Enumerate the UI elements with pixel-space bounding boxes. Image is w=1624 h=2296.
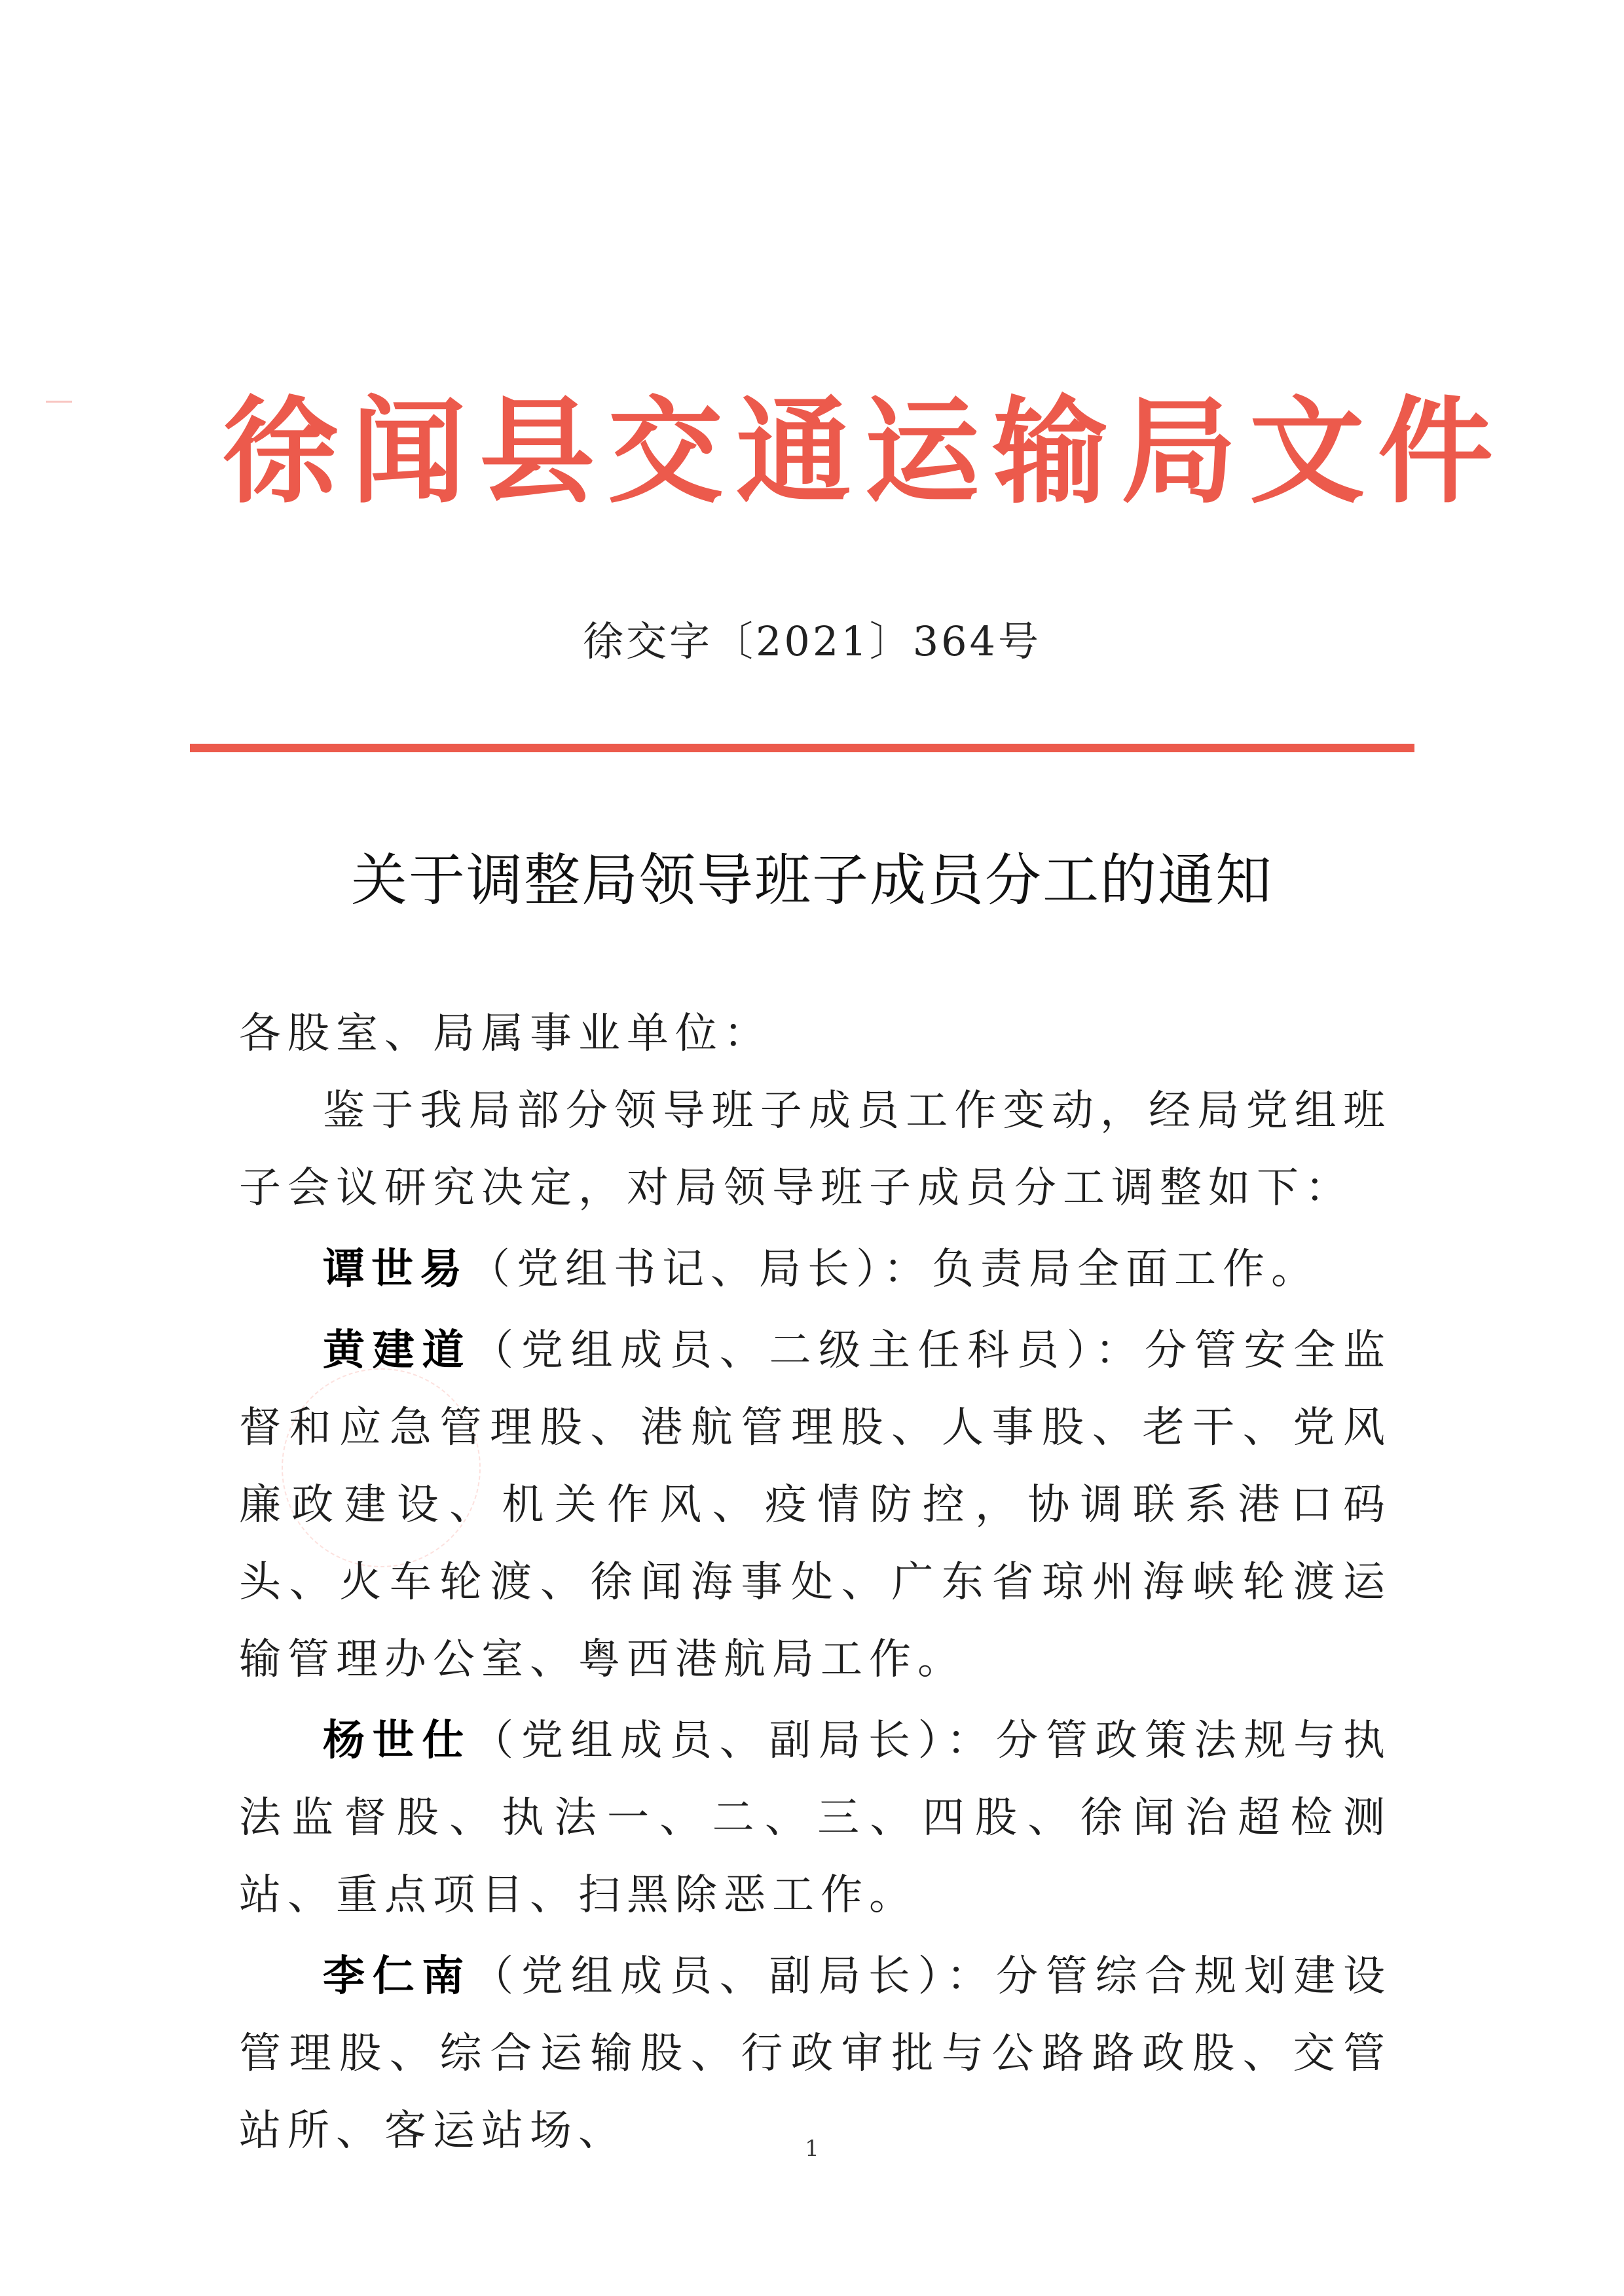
assignment-paragraph [239, 1312, 1392, 1698]
leader-name: 黄建道 [323, 1326, 472, 1375]
leader-role: （党组成员、二级主任科员）： [471, 1326, 1145, 1375]
assignment-paragraph [239, 1231, 1392, 1308]
assignment-paragraph [239, 1702, 1392, 1934]
leader-role: （党组成员、副局长）： [471, 1717, 997, 1765]
assignment-paragraph [239, 1938, 1392, 2170]
page-number: 1 [805, 2136, 819, 2162]
leader-name: 杨世仕 [323, 1717, 472, 1765]
leader-role: （党组成员、副局长）： [471, 1952, 997, 2001]
intro-paragraph: 鉴于我局部分领导班子成员工作变动，经局党组班子会议研究决定，对局领导班子成员分工调整如下： [239, 1087, 1392, 1212]
leader-duties: 负责局全面工作。 [932, 1245, 1320, 1294]
leader-duties: 分管政策法规与执法监督股、执法一、二、三、四股、徐闻治超检测站、重点项目、扫黑除恶工作。 [239, 1717, 1392, 1920]
scan-speck [46, 401, 72, 403]
document-body [239, 995, 1392, 2170]
document-title: 关于调整局领导班子成员分工的通知 [351, 848, 1273, 913]
leader-name: 李仁南 [323, 1952, 472, 2001]
red-divider-rule [190, 744, 1414, 752]
document-number: 徐交字〔2021〕364号 [582, 617, 1042, 665]
agency-file-heading: 徐闻县交通运输局文件 [223, 384, 1507, 519]
leader-name: 谭世易 [323, 1245, 468, 1294]
leader-duties: 分管安全监督和应急管理股、港航管理股、人事股、老干、党风廉政建设、机关作风、疫情防控，协调联系港口码头、火车轮渡、徐闻海事处、广东省琼州海峡轮渡运输管理办公室、粤西港航局工作。 [239, 1326, 1392, 1684]
leader-role: （党组书记、局长）： [468, 1245, 932, 1294]
salutation: 各股室、局属事业单位： [239, 1010, 772, 1058]
leader-duties: 分管综合规划建设管理股、综合运输股、行政审批与公路路政股、交管站所、客运站场、 [239, 1952, 1392, 2155]
